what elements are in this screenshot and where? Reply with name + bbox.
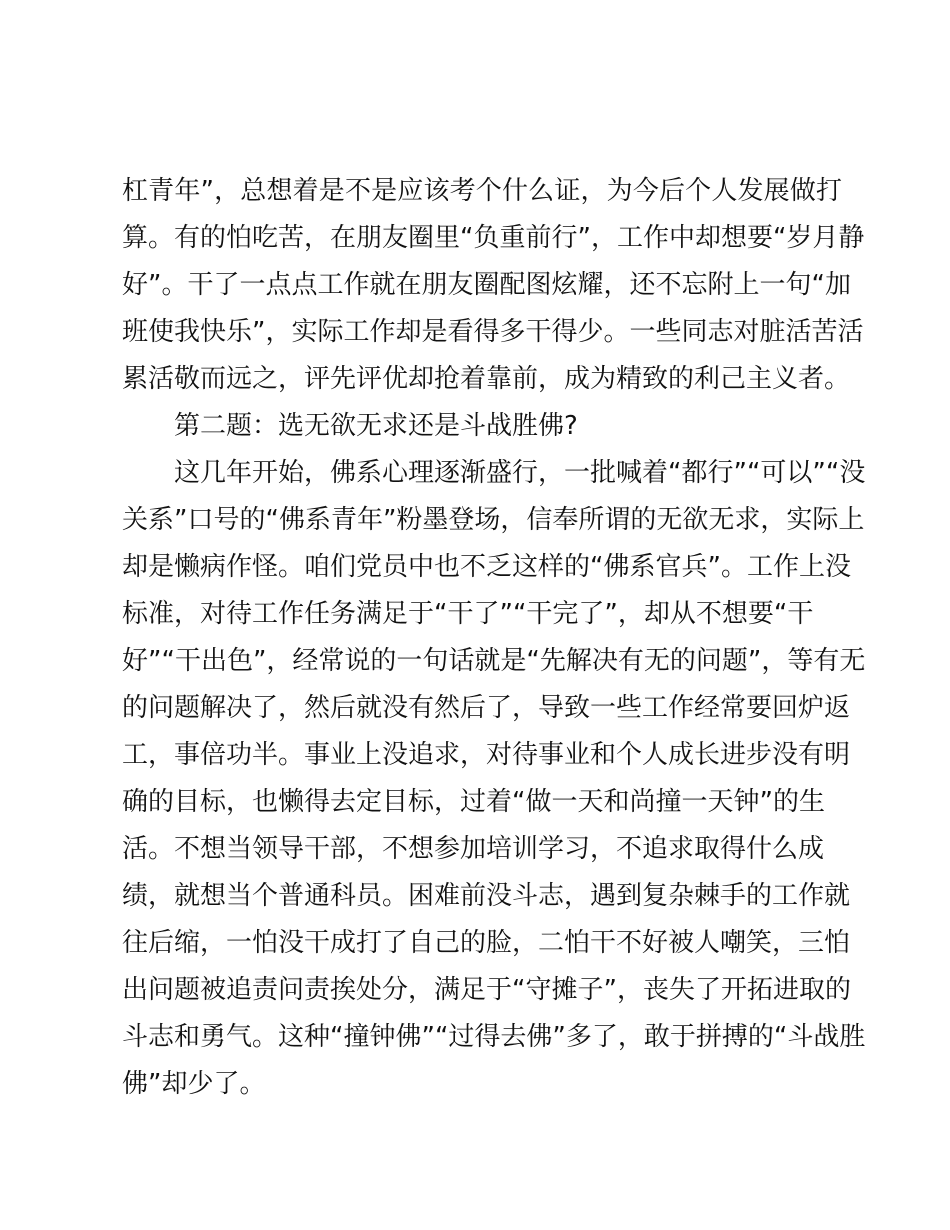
text-line-11: 好”“干出色”，经常说的一句话就是“先解决有无的问题”，等有无 — [122, 646, 866, 676]
text-line-18: 出问题被追责问责挨处分，满足于“守摊子”，丧失了开拓进取的 — [122, 975, 851, 1005]
text-line-12: 的问题解决了，然后就没有然后了，导致一些工作经常要回炉返 — [122, 693, 851, 723]
section-heading: 第二题：选无欲无求还是斗战胜佛? — [174, 411, 578, 441]
text-line-16: 绩，就想当个普通科员。困难前没斗志，遇到复杂棘手的工作就 — [122, 881, 851, 911]
text-line-5: 累活敬而远之，评先评优却抢着靠前，成为精致的利己主义者。 — [122, 364, 851, 394]
text-line-19: 斗志和勇气。这种“撞钟佛”“过得去佛”多了，敢于拼搏的“斗战胜 — [122, 1022, 866, 1052]
text-line-8: 关系”口号的“佛系青年”粉墨登场，信奉所谓的无欲无求，实际上 — [122, 505, 865, 535]
text-line-14: 确的目标，也懒得去定目标，过着“做一天和尚撞一天钟”的生 — [122, 787, 825, 817]
text-line-7: 这几年开始，佛系心理逐渐盛行，一批喊着“都行”“可以”“没 — [174, 458, 866, 488]
body-text — [122, 168, 866, 1108]
text-line-17: 往后缩，一怕没干成打了自己的脸，二怕干不好被人嘲笑，三怕 — [122, 928, 851, 958]
text-line-20: 佛”却少了。 — [122, 1069, 266, 1099]
text-line-9: 却是懒病作怪。咱们党员中也不乏这样的“佛系官兵”。工作上没 — [122, 552, 851, 582]
text-line-15: 活。不想当领导干部，不想参加培训学习，不追求取得什么成 — [122, 834, 825, 864]
text-line-2: 算。有的怕吃苦，在朋友圈里“负重前行”，工作中却想要“岁月静 — [122, 223, 865, 253]
text-line-1: 杠青年”，总想着是不是应该考个什么证，为今后个人发展做打 — [122, 176, 842, 206]
text-line-4: 班使我快乐”，实际工作却是看得多干得少。一些同志对脏活苦活 — [122, 317, 864, 347]
text-line-3: 好”。干了一点点工作就在朋友圈配图炫耀，还不忘附上一句“加 — [122, 270, 851, 300]
text-line-13: 工，事倍功半。事业上没追求，对待事业和个人成长进步没有明 — [122, 740, 851, 770]
text-line-10: 标准，对待工作任务满足于“干了”“干完了”，却从不想要“干 — [122, 599, 814, 629]
